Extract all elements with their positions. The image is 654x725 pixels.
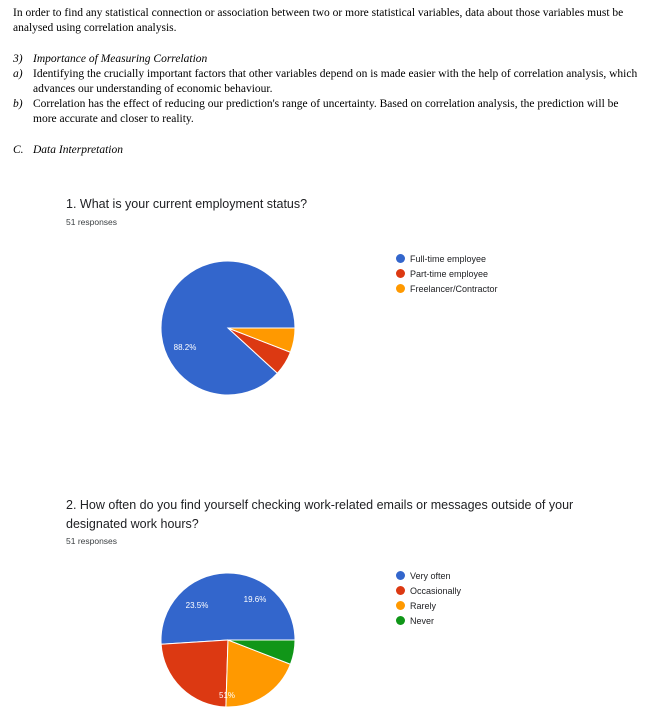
chart-2-legend-item-never: [396, 613, 461, 628]
section-3-title: Importance of Measuring Correlation: [33, 53, 208, 65]
chart-2-data-label-very-often: 51%: [218, 691, 236, 700]
item-b-text: Correlation has the effect of reducing our prediction's range of uncertainty. Based on correlation analysis, the prediction will be more accurate and closer to reality.: [33, 98, 619, 125]
legend-label: Rarely: [410, 600, 437, 611]
chart-2-legend-item-very-often: [396, 568, 461, 583]
chart-2-responses: 51 responses: [66, 536, 118, 546]
chart-1-responses: 51 responses: [66, 217, 118, 227]
chart-2-legend: [396, 568, 461, 628]
section-c-title: Data Interpretation: [33, 144, 123, 156]
chart-2-question: 2. How often do you find yourself checking work-related emails or messages outside of your designated work hours?: [66, 498, 574, 531]
chart-1-data-label-full-time-employee: 88.2%: [173, 343, 197, 352]
intro-paragraph: In order to find any statistical connection or association between two or more statistical variables, data about those variables must be analysed using correlation analysis.: [13, 7, 624, 34]
section-3-marker: 3): [13, 53, 23, 65]
legend-label: Very often: [410, 570, 451, 581]
legend-swatch: [396, 586, 405, 595]
chart-2-legend-item-occasionally: [396, 583, 461, 598]
chart-2-data-label-rarely: 19.6%: [243, 595, 267, 604]
chart-2-data-label-occasionally: 23.5%: [185, 601, 209, 610]
chart-2-slice-occasionally: [161, 640, 228, 707]
legend-label: Occasionally: [410, 585, 462, 596]
legend-label: Never: [410, 615, 435, 626]
chart-1-question: 1. What is your current employment status?: [66, 197, 308, 211]
chart-2-legend-item-rarely: [396, 598, 461, 613]
legend-swatch: [396, 601, 405, 610]
legend-label: Freelancer/Contractor: [410, 283, 498, 294]
legend-label: Part-time employee: [410, 268, 489, 279]
chart-2-slice-very-often: [161, 573, 295, 644]
legend-swatch: [396, 616, 405, 625]
legend-swatch: [396, 571, 405, 580]
item-a-marker: a): [13, 68, 23, 80]
legend-label: Full-time employee: [410, 253, 487, 264]
section-c-marker: C.: [13, 144, 24, 156]
item-b-marker: b): [13, 98, 23, 110]
item-a-text: Identifying the crucially important factors that other variables depend on is made easier with the help of correlation analysis, which advances our understanding of economic behaviour.: [33, 68, 638, 95]
